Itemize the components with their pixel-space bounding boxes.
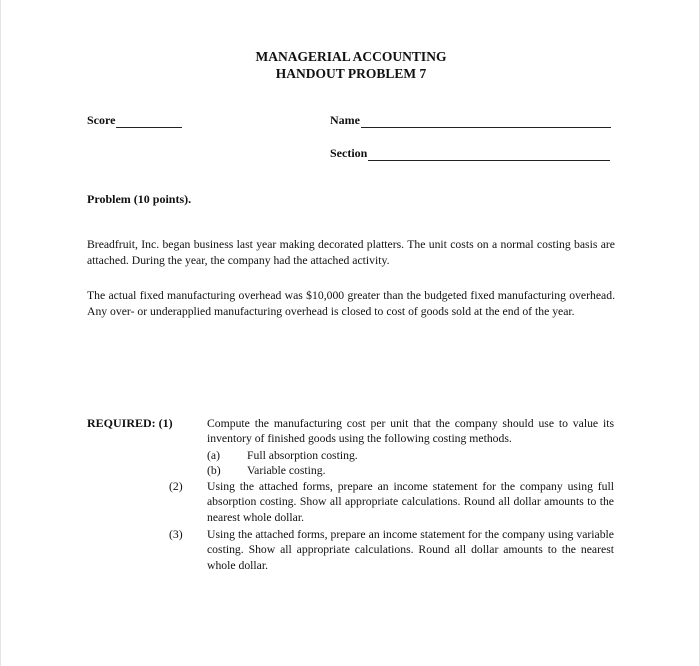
score-label: Score	[87, 113, 116, 127]
score-blank-line	[116, 115, 182, 128]
name-field	[330, 113, 611, 128]
problem-paragraph-2: The actual fixed manufacturing overhead was $10,000 greater than the budgeted fixed manufacturing overhead. Any over- or underapplied manufacturing overhead is closed to cost of goods sold at the end of the year.	[87, 289, 615, 318]
sub-b-letter: (b)	[207, 464, 221, 477]
name-label: Name	[330, 113, 360, 127]
sub-a-text: Full absorption costing.	[247, 449, 358, 462]
problem-paragraph-1: Breadfruit, Inc. began business last year making decorated platters. The unit costs on a normal costing basis are attached. During the year, the company had the attached activity.	[87, 238, 615, 267]
required-item-1-sub-a	[207, 448, 358, 463]
title-line-1: MANAGERIAL ACCOUNTING	[255, 49, 447, 64]
required-item-3-text: Using the attached forms, prepare an income statement for the company using variable costing. Show all appropriate calculations. Round all dollar amounts to the nearest whole dollar.	[207, 528, 614, 572]
name-blank-line	[361, 115, 611, 128]
sub-a-letter: (a)	[207, 449, 220, 462]
document-title	[1, 48, 700, 82]
section-blank-line	[368, 148, 610, 161]
section-label: Section	[330, 146, 368, 160]
required-item-2-number: (2)	[169, 480, 183, 493]
required-label: REQUIRED: (1)	[87, 416, 173, 430]
required-item-1-text: Compute the manufacturing cost per unit that the company should use to value its inventory of finished goods using the following costing methods.	[207, 417, 614, 446]
sub-b-text: Variable costing.	[247, 464, 326, 477]
required-item-1-sub-b	[207, 463, 326, 478]
title-line-2: HANDOUT PROBLEM 7	[275, 66, 427, 81]
required-item-3-number: (3)	[169, 528, 183, 541]
required-item-2-text: Using the attached forms, prepare an income statement for the company using full absorption costing. Show all appropriate calculations. Round all dollar amounts to the nearest whole dollar.	[207, 480, 614, 524]
section-field	[330, 146, 610, 161]
problem-heading: Problem (10 points).	[87, 192, 192, 206]
score-field	[87, 113, 182, 128]
